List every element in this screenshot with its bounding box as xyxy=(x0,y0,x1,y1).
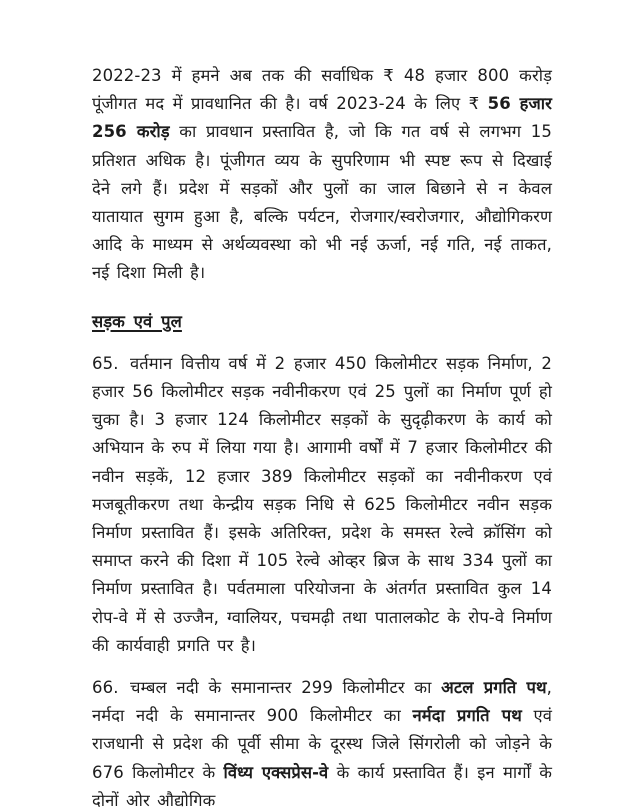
document-body xyxy=(92,62,552,808)
text-run: चम्बल नदी के समानान्तर 299 किलोमीटर का xyxy=(130,678,442,698)
text-run: विंध्य एक्सप्रेस-वे xyxy=(223,762,329,782)
text-run: अटल प्रगति पथ xyxy=(441,678,547,698)
text-run: वर्तमान वित्तीय वर्ष में 2 हजार 450 किलोमीटर सड़क निर्माण, 2 हजार 56 किलोमीटर सड़क नवीनीकरण एवं 25 पुलों का निर्माण पूर्ण हो चुका है। 3 हजार 124 किलोमीटर सड़कों के सुदृढ़ीकरण के कार्य को अभियान के रुप में लिया गया है। आगामी वर्षों में 7 हजार किलोमीटर की नवीन सड़कें, 12 हजार 389 किलोमीटर सड़कों का नवीनीकरण एवं मजबूतीकरण तथा केन्द्रीय सड़क निधि से 625 किलोमीटर नवीन सड़क निर्माण प्रस्तावित हैं। इसके अतिरिक्त, प्रदेश के समस्त रेल्वे क्रॉसिंग को समाप्त करने की दिशा में 105 रेल्वे ओव्हर ब्रिज के साथ 334 पुलों का निर्माण प्रस्तावित है। पर्वतमाला परियोजना के अंतर्गत प्रस्तावित कुल 14 रोप-वे में से उज्जैन, ग्वालियर, पचमढ़ी तथा पातालकोट के रोप-वे निर्माण की कार्यवाही प्रगति पर है। xyxy=(92,353,552,655)
paragraph xyxy=(92,674,552,808)
text-run: 56 हजार 256 करोड़ xyxy=(92,94,552,142)
text-run: 2022-23 में हमने अब तक की सर्वाधिक ₹ 48 हजार 800 करोड़ पूंजीगत मद में प्रावधानित की है। वर्ष 2023-24 के लिए ₹ xyxy=(92,66,552,114)
section-heading xyxy=(92,308,552,336)
paragraph-number: 66. xyxy=(92,678,119,698)
text-run: का प्रावधान प्रस्तावित है, जो कि गत वर्ष से लगभग 15 प्रतिशत अधिक है। पूंजीगत व्यय के सुपरिणाम भी स्पष्ट रूप से दिखाई देने लगे हैं। प्रदेश में सड़कों और पुलों का जाल बिछाने से न केवल यातायात सुगम हुआ है, बल्कि पर्यटन, रोजगार/स्वरोजगार, औद्योगिकरण आदि के माध्यम से अर्थव्यवस्था को भी नई ऊर्जा, नई गति, नई ताकत, नई दिशा मिली है। xyxy=(92,122,552,283)
paragraph xyxy=(92,350,552,660)
text-run: , नर्मदा नदी के समानान्तर 900 किलोमीटर का xyxy=(92,678,552,726)
text-run: सड़क एवं पुल xyxy=(92,311,182,331)
text-run: नर्मदा प्रगति पथ xyxy=(412,706,522,726)
text-run: एवं राजधानी से प्रदेश की पूर्वी सीमा के दूरस्थ जिले सिंगरोली को जोड़ने के 676 किलोमीटर के xyxy=(92,706,553,782)
paragraph-number: 65. xyxy=(92,353,119,373)
paragraph xyxy=(92,62,552,288)
text-run: के कार्य प्रस्तावित हैं। इन मार्गों के दोनों ओर औद्योगिक xyxy=(92,762,552,808)
